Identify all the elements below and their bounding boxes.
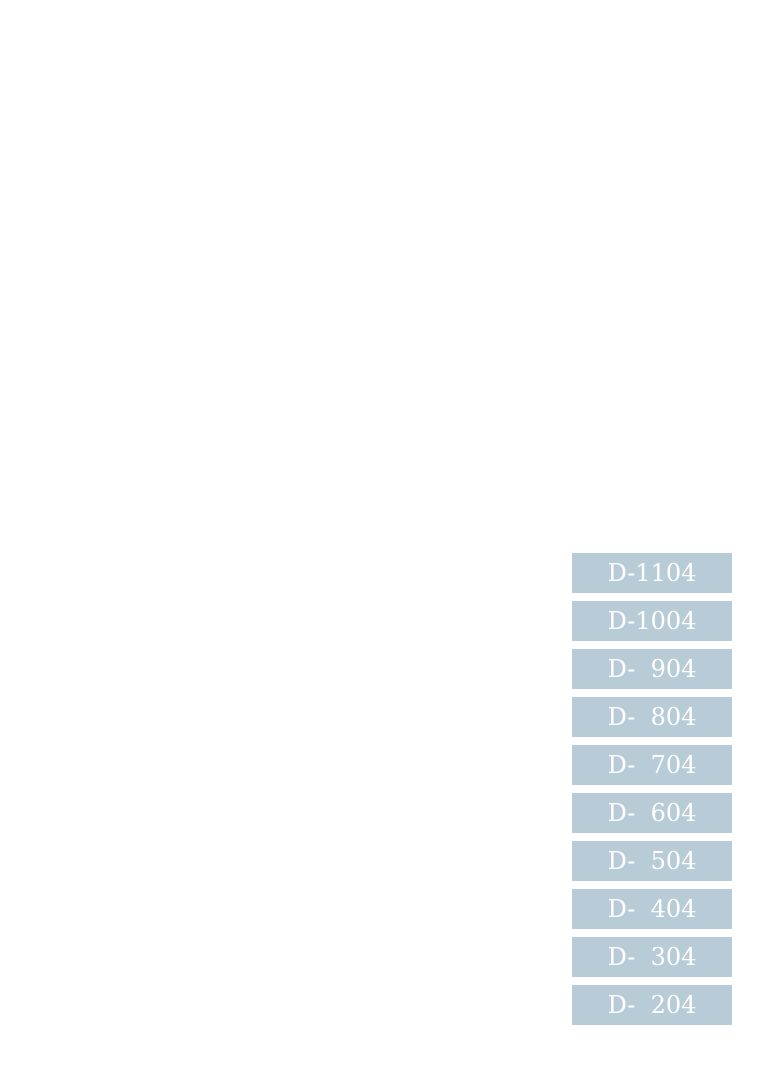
unit-label-d-604: D- 604	[572, 793, 732, 833]
unit-label-d-904: D- 904	[572, 649, 732, 689]
unit-label-d-1104: D-1104	[572, 553, 732, 593]
unit-label-d-504: D- 504	[572, 841, 732, 881]
unit-label-d-704: D- 704	[572, 745, 732, 785]
unit-label-d-304: D- 304	[572, 937, 732, 977]
unit-label-d-204: D- 204	[572, 985, 732, 1025]
unit-label-d-404: D- 404	[572, 889, 732, 929]
unit-list	[572, 553, 732, 1025]
unit-label-d-1004: D-1004	[572, 601, 732, 641]
unit-label-d-804: D- 804	[572, 697, 732, 737]
